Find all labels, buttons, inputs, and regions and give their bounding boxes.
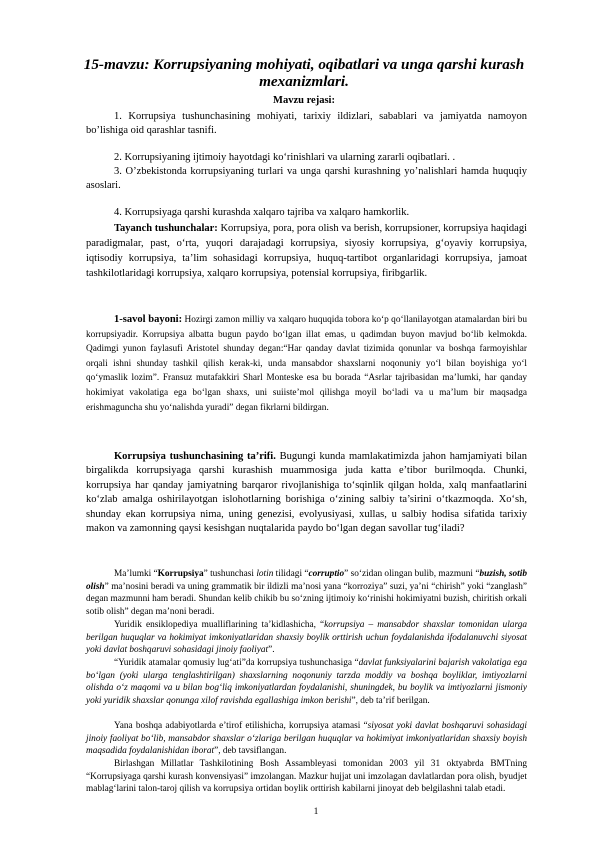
legal-dictionary-paragraph bbox=[86, 657, 527, 708]
legal-definition: korrupsiya – mansabdor shaxslar tomonidan ularga berilgan huquqlar va hokimiyat imkoniyatlaridan shaxsiy boylik orttirish uchun foydalanishda ifodalanuvchi siyosat yoki davlat boshqaruvi sohasidagi jinoiy faoliyat bbox=[86, 620, 528, 656]
etymology-text-4: ” so‘zidan olingan bulib, mazmuni “ bbox=[344, 569, 480, 579]
definition-paragraph bbox=[86, 450, 527, 536]
etymology-term: Korrupsiya bbox=[157, 569, 204, 579]
literature-text-2: ”, deb tavsiflangan. bbox=[214, 746, 287, 757]
literature-paragraph bbox=[86, 720, 527, 758]
dictionary-text-1: “Yuridik atamalar qomusiy lug‘ati”da korrupsiya tushunchasiga “ bbox=[114, 658, 359, 668]
page-title: 15-mavzu: Korrupsiyaning mohiyati, oqibatlari va unga qarshi kurash mexanizmlari. bbox=[83, 56, 525, 90]
literature-text-1: Yana boshqa adabiyotlarda e’tirof etilishicha, korrupsiya atamasi “ bbox=[114, 721, 368, 731]
definition-label: Korrupsiya tushunchasining ta’rifi. bbox=[114, 451, 276, 462]
etymology-meaning: buzish, sotib olish bbox=[86, 569, 527, 592]
etymology-text-3: tilidagi “ bbox=[273, 569, 309, 579]
plan-item-2: 2. Korrupsiyaning ijtimoiy hayotdagi ko‘rinishlari va ularning zararli oqibatlari. . bbox=[114, 152, 456, 163]
plan-heading: Mavzu rejasi: bbox=[273, 95, 335, 106]
page-number: 1 bbox=[313, 807, 319, 817]
literature-definition: siyosat yoki davlat boshqaruvi sohasidagi jinoiy faoliyat bo‘lib, mansabdor shaxslar o‘zlariga berilgan huquqlar va hokimiyat imkoniyatlaridan shaxsiy boyish maqsadida foydalanishidan iborat bbox=[86, 721, 527, 757]
keywords-paragraph bbox=[86, 221, 527, 281]
etymology-language: lotin bbox=[256, 569, 274, 579]
definition-text: Bugungi kunda mamlakatimizda jahon hamjamiyati bilan birgalikda korrupsiyaga qarshi kurashish muammosiga juda katta e’tibor burilmoqda. Chunki, korrupsiya har qanday jamiyatning barqaror rivojlanishiga to‘sqinlik qilgan holda, xalq manfaatlarini ko‘zlab amalga oshirilayotgan islohotlarning borishiga o‘zining salbiy ta’sirini o‘tkazmoqda. Xo‘sh, shunday ekan korrupsiya nima, uning genezisi, evolyusiyasi, xullas, u salbiy hodisa sifatida tarixiy makon va zamonning qaysi kesishgan nuqtalarida paydo bo‘lgan degan savollar tug‘iladi? bbox=[86, 451, 527, 535]
etymology-paragraph bbox=[86, 568, 527, 619]
question-1-paragraph bbox=[86, 313, 527, 415]
question-1-label: 1-savol bayoni: bbox=[114, 314, 183, 325]
etymology-text-2: ” tushunchasi bbox=[203, 569, 257, 579]
question-1-text: Hozirgi zamon milliy va xalqaro huquqida tobora ko‘p qo‘llanilayotgan atamalardan biri bu korrupsiyadir. Korrupsiya albatta bugun paydo bo‘lgan illat emas, u qadimdan buyon mavjud bo‘lib kelmokda. Qadimgi yunon faylasufi Aristotel shunday degan:“Har qanday davlat tizimida qonunlar va boshqa farmoyishlar orqali ishni shunday tashkil qilish kerak-ki, unda mansabdor shaxslarni noqonuniy yo‘l bilan boyishiga yo‘l qo‘ymaslik lozim”. Fransuz mutafakkiri Sharl Monteske esa bu borada “Asrlar tajribasidan ma’lumki, har qanday hokimiyat vakolatiga ega bo‘lgan shaxs, uni suiiste’mol qilishga moyil bo‘ladi va u ma’lum bir maqsadga erishmaguncha shu yo‘nalishda yuradi” degan fikrlarni bildirgan. bbox=[86, 315, 528, 413]
legal-encyclopedia-paragraph bbox=[86, 619, 527, 657]
keywords-label: Tayanch tushunchalar: bbox=[114, 223, 218, 234]
etymology-latin-word: corruptio bbox=[308, 569, 345, 579]
plan-item-3: 3. O’zbekistonda korrupsiyaning turlari va unga qarshi kurashning yo’nalishlari hamda huquqiy asoslari. bbox=[86, 166, 527, 191]
un-convention-paragraph: Birlashgan Millatlar Tashkilotining Bosh Assambleyasi tomonidan 2003 yil 31 oktyabrda BMTning “Korrupsiyaga qarshi kurash konvensiyasi” imzolangan. Mazkur hujjat uni imzolagan davlatlardan pora olish, byudjet mablag‘larini talon-taroj qilish va korrupsiya ortidan boylik orttirish kabilarni jinoyat deb belgilashni talab etadi. bbox=[86, 759, 527, 795]
etymology-text-1: Ma’lumki “ bbox=[114, 569, 158, 579]
legal-text-1: Yuridik ensiklopediya mualliflarining ta’kidlashicha, “ bbox=[114, 620, 325, 630]
dictionary-text-2: ”, deb ta’rif berilgan. bbox=[351, 696, 430, 707]
plan-item-4: 4. Korrupsiyaga qarshi kurashda xalqaro tajriba va xalqaro hamkorlik. bbox=[114, 207, 410, 218]
dictionary-definition: davlat funksiyalarini bajarish vakolatiga ega bo‘lgan (yoki ularga tenglashtirilgan) shaxslarning noqonuniy tarzda moddiy va boshqa boyliklar, imtiyozlarni olishda o‘z maqomi va u bilan bog‘liq imkoniyatlardan foydalanishi, shuningdek, bu boylik va imtiyozlarni jismoniy yoki yuridik shaxslar qonunga xilof ravishda egallashiga imkon berishi bbox=[86, 658, 528, 707]
etymology-text-5: ” ma’nosini beradi va uning grammatik bir ildizli ma’nosi yana “korroziya” suzi, ya’ni “chirish” yoki “zanglash” degan mazmunni ham beradi. Shundan kelib chikib bu so‘zning ijtimoiy ko‘rinishi hokimiyatni buzish, chiritish orkali sotib olish” degan ma’noni beradi. bbox=[86, 581, 527, 618]
legal-text-2: ”. bbox=[268, 645, 275, 656]
plan-item-1: 1. Korrupsiya tushunchasining mohiyati, tarixiy ildizlari, sabablari va jamiyatda namoyon bo’lishiga oid qarashlar tasnifi. bbox=[86, 111, 527, 136]
keywords-text: Korrupsiya, pora, pora olish va berish, korrupsioner, korrupsiya haqidagi paradigmalar, past, o‘rta, yuqori darajadagi korrupsiya, siyosiy korrupsiya, g‘oyaviy korrupsiya, iqtisodiy korrupsiya, ta’lim sohasidagi korrupsiya, huquq-tartibot organlaridagi korrupsiya, jamoat tashkilotlaridagi korrupsiya, xalqaro korrupsiya, potensial korrupsiya, firibgarlik. bbox=[86, 223, 527, 279]
